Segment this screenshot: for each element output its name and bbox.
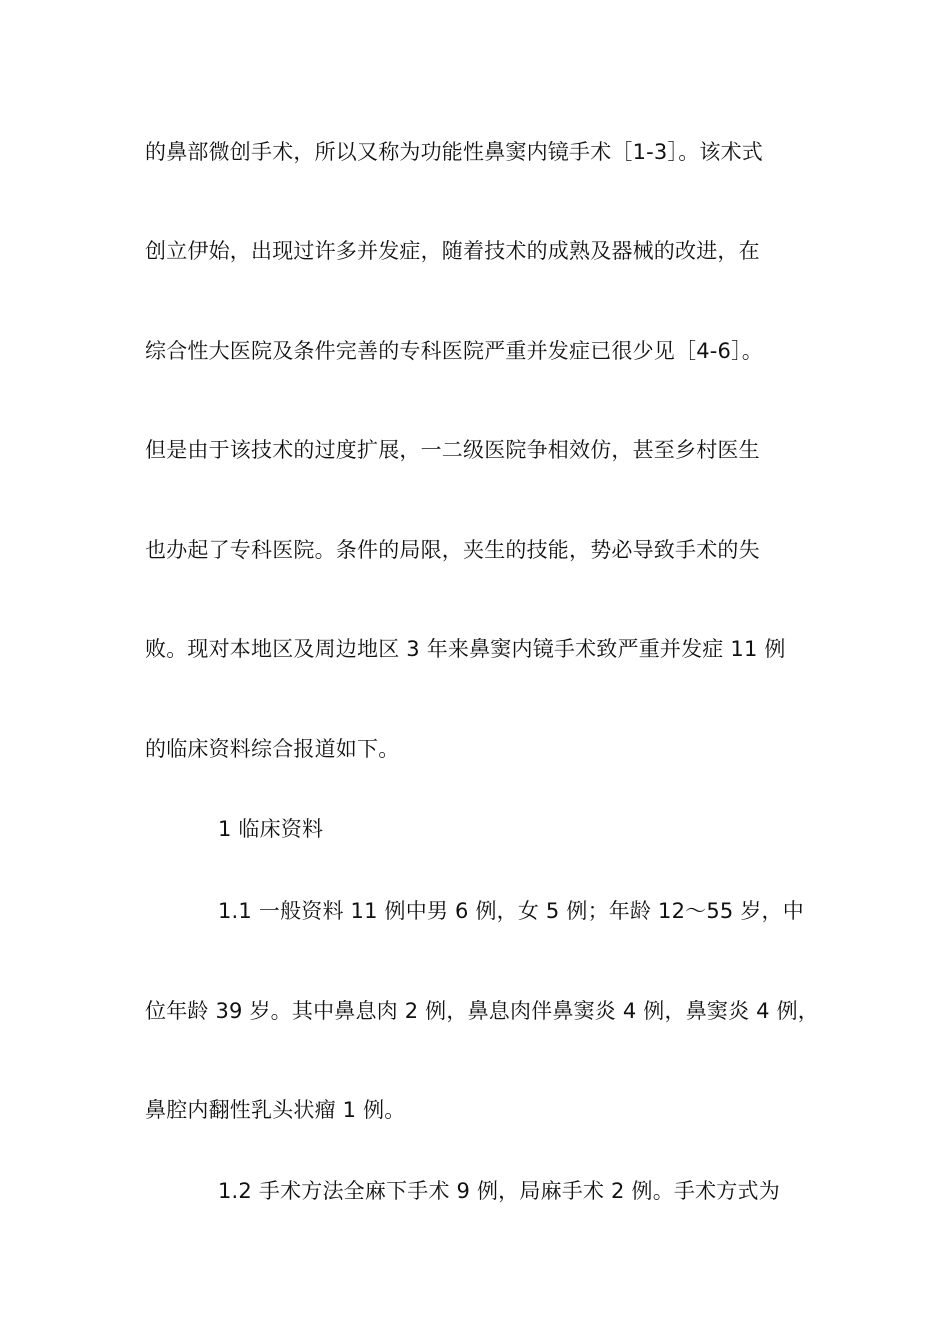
paragraph-line: 1.2 手术方法全麻下手术 9 例，局麻手术 2 例。手术方式为 — [218, 1179, 780, 1203]
body-text-line: 但是由于该技术的过度扩展，一二级医院争相效仿，甚至乡村医生 — [145, 438, 760, 462]
body-text-line: 的鼻部微创手术，所以又称为功能性鼻窦内镜手术［1-3］。该术式 — [145, 140, 763, 164]
section-heading: 1 临床资料 — [218, 817, 324, 841]
paragraph-line: 位年龄 39 岁。其中鼻息肉 2 例，鼻息肉伴鼻窦炎 4 例，鼻窦炎 4 例， — [145, 999, 820, 1023]
body-text-line: 综合性大医院及条件完善的专科医院严重并发症已很少见［4-6］。 — [145, 339, 763, 363]
paragraph-line: 1.1 一般资料 11 例中男 6 例，女 5 例；年龄 12～55 岁，中 — [218, 899, 804, 923]
body-text-line: 败。现对本地区及周边地区 3 年来鼻窦内镜手术致严重并发症 11 例 — [145, 637, 786, 661]
paragraph-line: 鼻腔内翻性乳头状瘤 1 例。 — [145, 1098, 406, 1122]
body-text-line: 创立伊始，出现过许多并发症，随着技术的成熟及器械的改进，在 — [145, 239, 760, 263]
body-text-line: 的临床资料综合报道如下。 — [145, 737, 400, 761]
body-text-line: 也办起了专科医院。条件的局限，夹生的技能，势必导致手术的失 — [145, 538, 760, 562]
